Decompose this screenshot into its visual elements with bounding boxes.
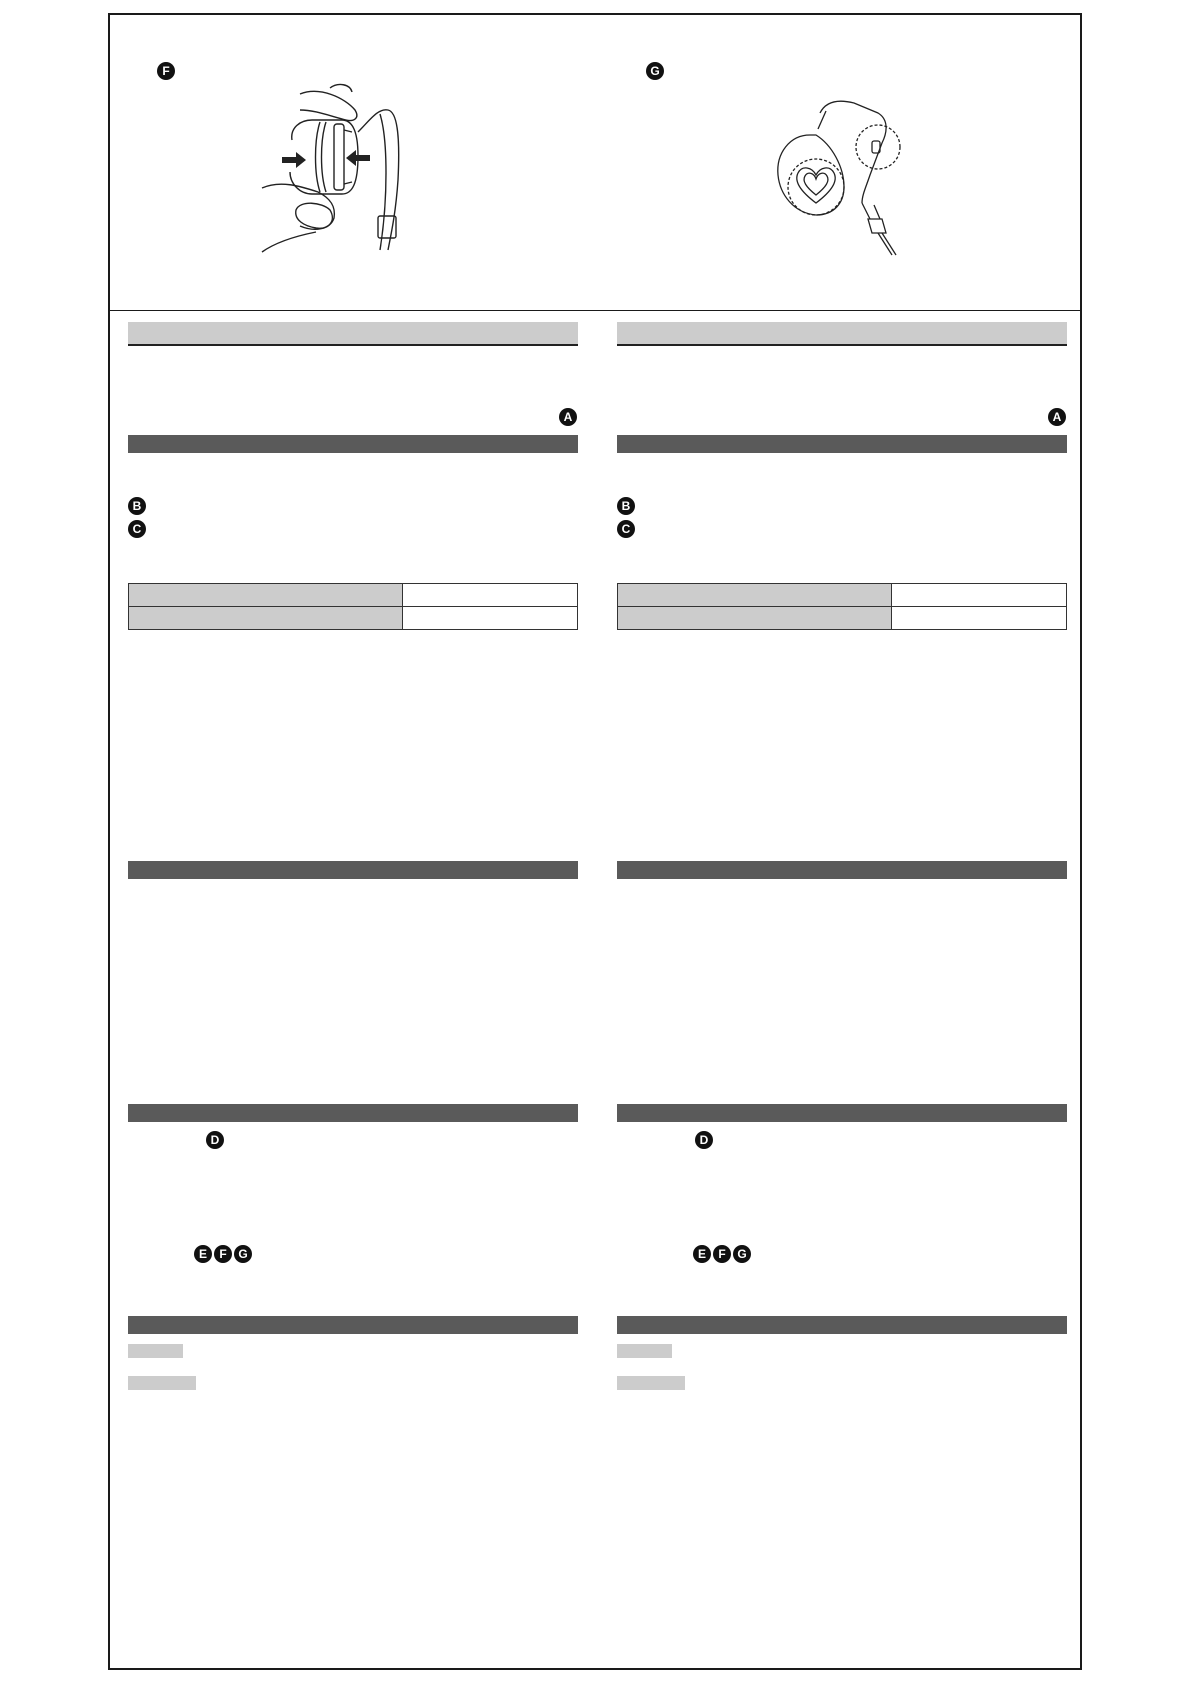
section-header-bar (128, 1316, 578, 1334)
table-cell-value (403, 607, 578, 630)
spec-table (617, 583, 1067, 630)
section-header-bar (617, 435, 1067, 453)
callout-badge-e: E (194, 1245, 212, 1263)
table-cell-key (129, 584, 403, 607)
section-header-bar (128, 435, 578, 453)
section-header-bar (617, 1104, 1067, 1122)
callout-badge-a: A (559, 408, 577, 426)
callout-badge-f: F (713, 1245, 731, 1263)
spec-table (128, 583, 578, 630)
table-cell-key (129, 607, 403, 630)
table-row (618, 584, 1067, 607)
callout-badge-d: D (695, 1131, 713, 1149)
highlight-tag (128, 1344, 183, 1358)
callout-badge-d: D (206, 1131, 224, 1149)
table-cell-value (892, 584, 1067, 607)
callout-badge-e: E (693, 1245, 711, 1263)
section-header-title (128, 322, 578, 346)
section-header-bar (617, 1316, 1067, 1334)
callout-badge-g: G (733, 1245, 751, 1263)
callout-badge-a: A (1048, 408, 1066, 426)
table-cell-key (618, 607, 892, 630)
highlight-tag (128, 1376, 196, 1390)
callout-badge-f: F (157, 62, 175, 80)
section-header-title (617, 322, 1067, 346)
section-header-bar (128, 1104, 578, 1122)
section-header-bar (128, 861, 578, 879)
table-row (129, 607, 578, 630)
highlight-tag (617, 1376, 685, 1390)
section-header-bar (617, 861, 1067, 879)
table-cell-key (618, 584, 892, 607)
callout-badge-f: F (214, 1245, 232, 1263)
table-row (618, 607, 1067, 630)
callout-badge-c: C (617, 520, 635, 538)
table-cell-value (892, 607, 1067, 630)
callout-badge-g: G (646, 62, 664, 80)
highlight-tag (617, 1344, 672, 1358)
callout-badge-c: C (128, 520, 146, 538)
callout-badge-b: B (617, 497, 635, 515)
callout-badge-g: G (234, 1245, 252, 1263)
right-column (617, 0, 1067, 1684)
left-column (128, 0, 578, 1684)
table-row (129, 584, 578, 607)
callout-badge-b: B (128, 497, 146, 515)
table-cell-value (403, 584, 578, 607)
